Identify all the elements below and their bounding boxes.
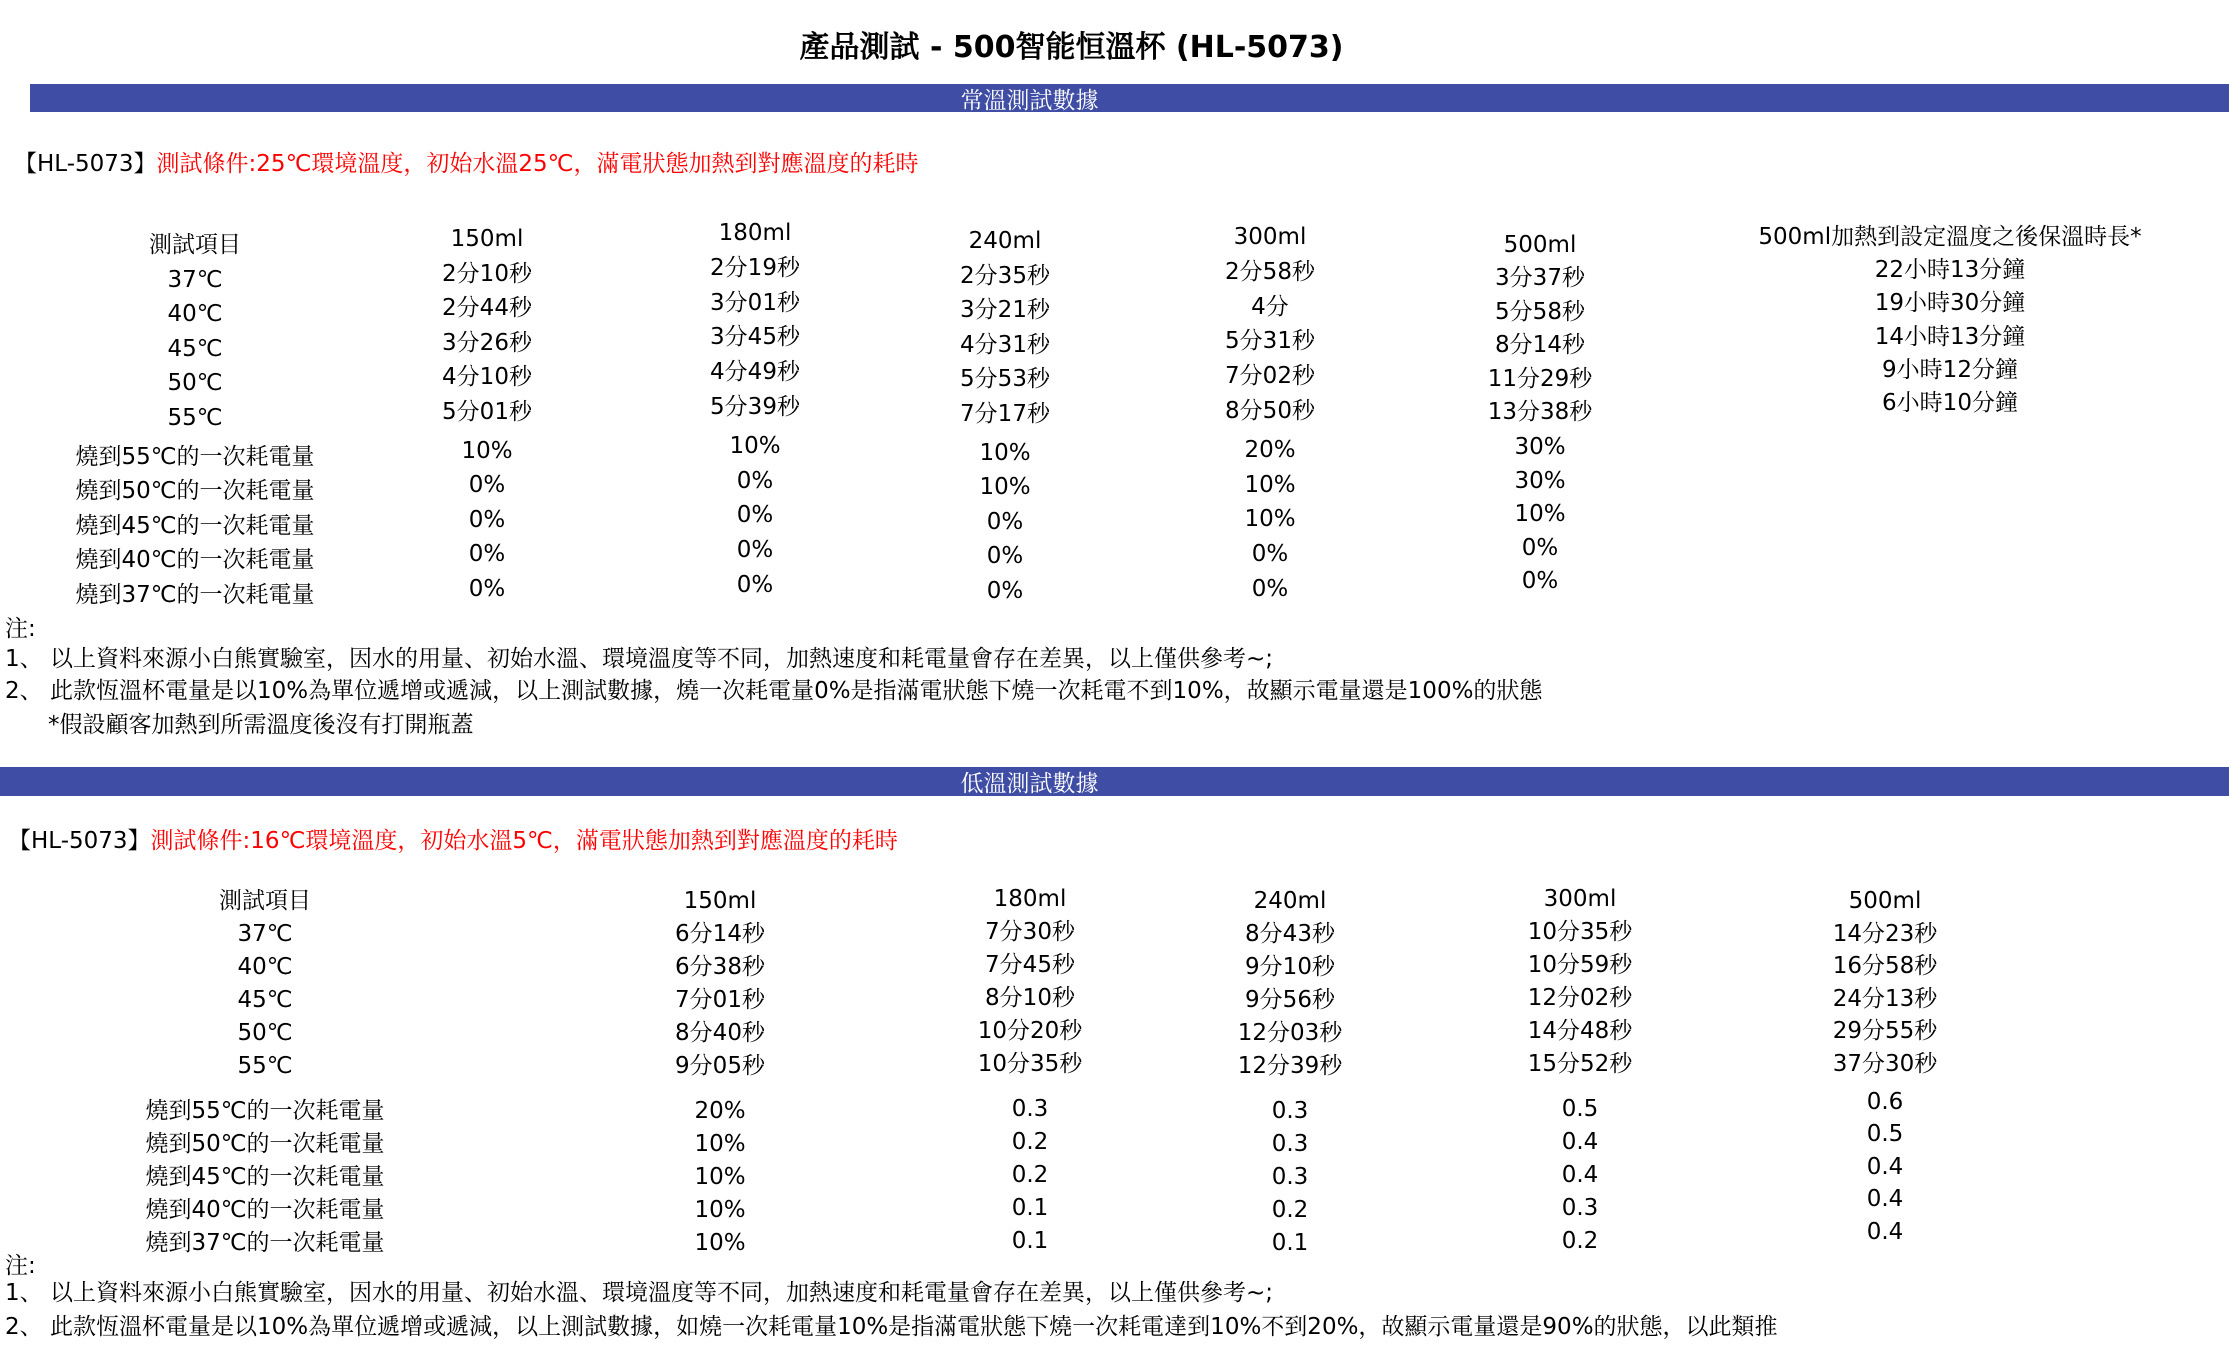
table-cell: 燒到55℃的一次耗電量	[145, 1098, 385, 1124]
table-cell: 0.6	[1866, 1088, 1904, 1115]
table-cell: 0.2	[1011, 1162, 1049, 1188]
normal-temp-condition-line	[14, 145, 919, 178]
table-cell: 24分13秒	[1832, 985, 1938, 1012]
condition-text: 測試條件:16℃環境溫度，初始水溫5℃，滿電狀態加熱到對應溫度的耗時	[150, 828, 898, 854]
table-cell: 7分02秒	[1225, 363, 1315, 390]
note-line: 1、 以上資料來源小白熊實驗室，因水的用量、初始水溫、環境溫度等不同，加熱速度和耗電量會存在差異，以上僅供參考~;	[5, 646, 1273, 672]
table-cell: 10%	[979, 474, 1031, 501]
table-cell: 6分38秒	[675, 954, 765, 980]
table-cell: 10%	[694, 1197, 746, 1223]
table-cell: 9分05秒	[675, 1053, 765, 1079]
table-cell: 50℃	[237, 1020, 293, 1046]
notes-label: 注:	[5, 1253, 36, 1279]
table-cell: 燒到55℃的一次耗電量	[75, 443, 315, 470]
table-cell: 12分03秒	[1237, 1020, 1343, 1046]
table-cell: 0.2	[1011, 1129, 1049, 1155]
notes-label: 注:	[5, 616, 36, 642]
table-cell: 0%	[468, 541, 506, 568]
table-cell: 0%	[736, 467, 774, 494]
table-cell: 12分02秒	[1527, 985, 1633, 1011]
table-cell: 37℃	[167, 266, 223, 293]
table-cell: 0.4	[1561, 1162, 1599, 1188]
table-cell: 0%	[986, 543, 1024, 570]
table-cell: 9小時12分鐘	[1882, 356, 2018, 383]
table-cell: 0.2	[1561, 1228, 1599, 1254]
table-cell: 37℃	[237, 921, 293, 947]
table-cell: 40℃	[237, 954, 293, 980]
table-cell: 0.5	[1866, 1121, 1904, 1148]
table-cell: 16分58秒	[1832, 953, 1938, 980]
table-cell: 22小時13分鐘	[1874, 257, 2026, 284]
table-cell: 0.5	[1561, 1096, 1599, 1122]
table-cell: 37分30秒	[1832, 1051, 1938, 1077]
column-header: 測試項目	[219, 888, 311, 914]
table-cell: 20%	[694, 1098, 746, 1124]
column-header: 180ml	[718, 220, 792, 246]
condition-text: 測試條件:25℃環境溫度，初始水溫25℃，滿電狀態加熱到對應溫度的耗時	[156, 151, 919, 177]
table-cell: 10%	[729, 432, 781, 459]
table-cell: 0%	[736, 572, 774, 598]
low-temp-condition-line	[8, 822, 898, 855]
table-cell: 10%	[1514, 501, 1566, 528]
column-header: 150ml	[450, 226, 524, 252]
table-cell: 4分31秒	[960, 331, 1050, 358]
table-cell: 0.3	[1271, 1098, 1309, 1124]
table-cell: 燒到50℃的一次耗電量	[145, 1131, 385, 1157]
table-cell: 3分26秒	[442, 329, 532, 356]
note-line: 2、 此款恆溫杯電量是以10%為單位遞增或遞減，以上測試數據，燒一次耗電量0%是指滿電狀態下燒一次耗電不到10%，故顯示電量還是100%的狀態	[5, 678, 1543, 704]
table-cell: 8分43秒	[1245, 921, 1335, 947]
column-header: 500ml加熱到設定溫度之後保溫時長*	[1758, 224, 2142, 250]
table-cell: 6小時10分鐘	[1882, 390, 2018, 416]
table-cell: 10%	[979, 439, 1031, 466]
table-cell: 0.1	[1011, 1228, 1049, 1254]
table-cell: 10%	[461, 437, 513, 464]
table-cell: 10分20秒	[977, 1018, 1083, 1044]
table-cell: 30%	[1514, 434, 1566, 461]
column-header: 240ml	[968, 228, 1042, 254]
table-cell: 0%	[986, 578, 1024, 604]
table-cell: 5分53秒	[960, 366, 1050, 393]
column-header: 300ml	[1543, 886, 1617, 912]
table-cell: 10%	[694, 1230, 746, 1256]
column-header: 240ml	[1253, 888, 1327, 914]
table-cell: 0%	[1251, 576, 1289, 602]
table-cell: 0.4	[1866, 1219, 1904, 1245]
table-cell: 0%	[468, 576, 506, 602]
table-cell: 4分10秒	[442, 364, 532, 391]
table-cell: 燒到40℃的一次耗電量	[145, 1197, 385, 1223]
column-header: 500ml	[1848, 888, 1922, 914]
table-cell: 2分35秒	[960, 262, 1050, 289]
table-cell: 13分38秒	[1487, 399, 1593, 425]
table-cell: 9分10秒	[1245, 954, 1335, 980]
table-cell: 2分58秒	[1225, 258, 1315, 285]
table-cell: 19小時30分鐘	[1874, 290, 2026, 317]
table-cell: 5分39秒	[710, 394, 800, 420]
table-cell: 8分14秒	[1495, 332, 1585, 359]
column-header: 150ml	[683, 888, 757, 914]
table-cell: 0.4	[1866, 1186, 1904, 1213]
table-cell: 5分01秒	[442, 399, 532, 425]
table-cell: 11分29秒	[1487, 365, 1593, 392]
note-line: 1、 以上資料來源小白熊實驗室，因水的用量、初始水溫、環境溫度等不同，加熱速度和耗電量會存在差異，以上僅供參考~;	[5, 1280, 1273, 1306]
table-cell: 0%	[736, 537, 774, 564]
banner-label: 常溫測試數據	[960, 87, 1099, 114]
table-cell: 0.3	[1271, 1131, 1309, 1157]
table-cell: 0%	[468, 472, 506, 499]
table-cell: 3分21秒	[960, 297, 1050, 324]
column-header: 測試項目	[149, 232, 241, 258]
table-cell: 14分48秒	[1527, 1018, 1633, 1044]
table-cell: 4分	[1251, 293, 1289, 320]
table-cell: 燒到45℃的一次耗電量	[145, 1164, 385, 1190]
table-cell: 2分19秒	[710, 254, 800, 281]
table-cell: 20%	[1244, 436, 1296, 463]
table-cell: 5分31秒	[1225, 328, 1315, 355]
table-cell: 10%	[694, 1131, 746, 1157]
table-cell: 0%	[986, 508, 1024, 535]
table-cell: 7分30秒	[985, 919, 1075, 945]
page-title: 產品測試 - 500智能恒溫杯 (HL-5073)	[799, 30, 1344, 65]
note-line: 2、 此款恆溫杯電量是以10%為單位遞增或遞減，以上測試數據，如燒一次耗電量10%是指滿電狀態下燒一次耗電達到10%不到20%，故顯示電量還是90%的狀態，以此類推	[5, 1314, 1778, 1340]
table-cell: 10分35秒	[977, 1051, 1083, 1077]
table-cell: 0.1	[1011, 1195, 1049, 1221]
table-cell: 3分01秒	[710, 289, 800, 316]
table-cell: 燒到50℃的一次耗電量	[75, 478, 315, 505]
table-cell: 7分17秒	[960, 401, 1050, 427]
table-cell: 0%	[1251, 541, 1289, 568]
table-cell: 8分40秒	[675, 1020, 765, 1046]
table-cell: 2分10秒	[442, 260, 532, 287]
table-cell: 10分35秒	[1527, 919, 1633, 945]
table-cell: 14分23秒	[1832, 920, 1938, 947]
table-cell: 10%	[1244, 471, 1296, 498]
table-cell: 燒到37℃的一次耗電量	[145, 1230, 385, 1256]
table-cell: 8分50秒	[1225, 398, 1315, 424]
table-cell: 0%	[736, 502, 774, 529]
table-cell: 0%	[1521, 534, 1559, 561]
table-cell: 55℃	[237, 1053, 293, 1079]
table-cell: 0.4	[1866, 1153, 1904, 1180]
table-cell: 12分39秒	[1237, 1053, 1343, 1079]
table-cell: 10分59秒	[1527, 952, 1633, 978]
table-cell: 9分56秒	[1245, 987, 1335, 1013]
table-cell: 0.4	[1561, 1129, 1599, 1155]
column-header: 300ml	[1233, 224, 1307, 250]
model-tag: 【HL-5073】	[14, 151, 157, 177]
table-cell: 0%	[1521, 568, 1559, 594]
table-cell: 燒到37℃的一次耗電量	[75, 582, 315, 608]
normal-temp-section-banner	[30, 84, 2229, 112]
table-cell: 4分49秒	[710, 359, 800, 386]
table-cell: 40℃	[167, 301, 223, 328]
table-cell: 0%	[468, 506, 506, 533]
table-cell: 7分01秒	[675, 987, 765, 1013]
table-cell: 7分45秒	[985, 952, 1075, 978]
column-header: 180ml	[993, 886, 1067, 912]
column-header: 500ml	[1503, 232, 1577, 258]
table-cell: 55℃	[167, 405, 223, 431]
table-cell: 10%	[1244, 506, 1296, 533]
banner-label: 低溫測試數據	[960, 771, 1099, 797]
table-cell: 45℃	[237, 987, 293, 1013]
note-line: *假設顧客加熱到所需溫度後沒有打開瓶蓋	[48, 712, 474, 738]
table-cell: 29分55秒	[1832, 1018, 1938, 1045]
low-temp-section-banner	[0, 767, 2229, 796]
table-cell: 10%	[694, 1164, 746, 1190]
table-cell: 0.2	[1271, 1197, 1309, 1223]
table-cell: 5分58秒	[1495, 298, 1585, 325]
table-cell: 14小時13分鐘	[1874, 323, 2026, 350]
table-cell: 3分37秒	[1495, 265, 1585, 292]
table-cell: 3分45秒	[710, 324, 800, 351]
table-cell: 15分52秒	[1527, 1051, 1633, 1077]
table-cell: 燒到40℃的一次耗電量	[75, 547, 315, 574]
table-cell: 0.3	[1271, 1164, 1309, 1190]
model-tag: 【HL-5073】	[8, 828, 151, 854]
table-cell: 45℃	[167, 335, 223, 362]
table-cell: 燒到45℃的一次耗電量	[75, 512, 315, 539]
table-cell: 30%	[1514, 467, 1566, 494]
table-cell: 50℃	[167, 370, 223, 397]
table-cell: 0.3	[1561, 1195, 1599, 1221]
table-cell: 8分10秒	[985, 985, 1075, 1011]
table-cell: 6分14秒	[675, 921, 765, 947]
table-cell: 2分44秒	[442, 295, 532, 322]
table-cell: 0.3	[1011, 1096, 1049, 1122]
table-cell: 0.1	[1271, 1230, 1309, 1256]
